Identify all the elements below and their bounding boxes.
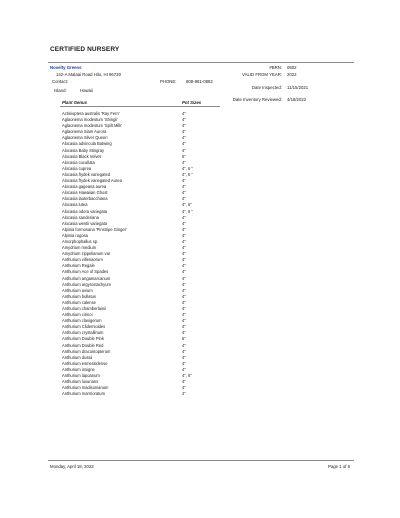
island-label: Island: xyxy=(54,88,67,93)
table-row-plant: Alocasia wentii variegata xyxy=(62,220,108,226)
footer-date: Monday, April 18, 2022 xyxy=(50,464,94,469)
table-row-plant: Anthurium cirinoi xyxy=(62,312,93,318)
table-row-plant: Anthurium Ace of Spades xyxy=(62,269,109,275)
table-row-plant: Anthurium crystallinum xyxy=(62,330,104,336)
table-row-plant: Alocasia cucullata xyxy=(62,159,95,165)
table-row-plant: Alocasia Black Velvet xyxy=(62,153,101,159)
table-row-plant: Aglaonema Silver Queen xyxy=(62,135,108,141)
table-row-pot-size: 6" xyxy=(182,153,186,159)
table-row-plant: Anthurium avium xyxy=(62,287,93,293)
table-row-plant: Alpinia formosana 'Pinstripe Ginger' xyxy=(62,226,127,232)
table-row-plant: Anthurium bullatus xyxy=(62,293,96,299)
table-row-pot-size: 4" xyxy=(182,135,186,141)
table-row-plant: Alocasia sanderiana xyxy=(62,214,99,220)
table-row-pot-size: 4" xyxy=(182,391,186,397)
nursery-name: Novelty Greens xyxy=(50,65,82,70)
table-row-plant: Anthurium chamberlainii xyxy=(62,306,106,311)
table-row-plant: Alocasia Hawaiian Ghost xyxy=(62,190,108,196)
table-row-pot-size: 4" xyxy=(182,184,186,190)
table-row-pot-size: 4" xyxy=(182,360,186,366)
table-row-pot-size: 4", 6 " xyxy=(182,208,193,214)
table-row-plant: Amorphophallus sp. xyxy=(62,238,99,244)
table-row-pot-size: 4" xyxy=(182,379,186,385)
footer-rule xyxy=(48,460,354,461)
table-row-pot-size: 4" xyxy=(182,306,186,311)
table-row-pot-size: 4" xyxy=(182,141,186,147)
table-row-plant: Alpinia rugosa xyxy=(62,232,88,238)
table-row-plant: Alocasia odora variegata xyxy=(62,208,108,214)
table-row-pot-size: 4" xyxy=(182,159,186,165)
table-row-plant: Alocasia frydek variegated xyxy=(62,171,111,177)
table-row-plant: Anthurium dussii xyxy=(62,354,93,360)
table-row-plant: Anthurium luxurians xyxy=(62,379,99,385)
table-row-plant: Anthurium insigne xyxy=(62,366,95,372)
table-row-pot-size: 4" xyxy=(182,220,186,226)
table-row-plant: Alocasia lauterbacchiana xyxy=(62,196,108,202)
table-row-plant: Alocasia Baby Stingray xyxy=(62,147,105,153)
table-row-pot-size: 4" xyxy=(182,214,186,220)
table-row-pot-size: 4" xyxy=(182,385,186,391)
table-row-pot-size: 4" xyxy=(182,226,186,232)
table-row-pot-size: 4" xyxy=(182,269,186,275)
table-row-pot-size: 4" xyxy=(182,251,186,257)
table-row-pot-size: 4" xyxy=(182,196,186,202)
table-row-plant: Alocasia lutea xyxy=(62,202,88,208)
column-header-pot-sizes: Pot Sizes xyxy=(182,100,202,105)
table-row-pot-size: 4" xyxy=(182,287,186,293)
table-row-plant: Anthurium calense xyxy=(62,299,96,305)
table-row-pot-size: 4" xyxy=(182,299,186,305)
table-row-plant: Alocasia frydek variegated Aurea xyxy=(62,178,122,184)
nursery-address: 142-A Malaai Road Hilo, HI 96720 xyxy=(56,72,121,77)
table-row-plant: Anthurium marmoratum xyxy=(62,391,105,397)
table-row-plant: Anthurium esmeraldense xyxy=(62,360,108,366)
table-row-plant: Aglaonema modestum 'Spilt Milk' xyxy=(62,123,123,129)
table-row-plant: Aglaonema Siam Aurora xyxy=(62,129,107,135)
date-inspected-label: Date Inspected: xyxy=(251,85,282,90)
column-header-plant-genus: Plant Genus xyxy=(62,100,88,105)
table-row-plant: Alocasia gageana aurea xyxy=(62,184,107,190)
phone-value: 808-981-0882 xyxy=(186,79,213,84)
phone-label: PHONE: xyxy=(160,79,177,84)
nbrn-value: 0502 xyxy=(287,65,297,70)
table-row-plant: Anthurium Double Red xyxy=(62,342,104,348)
table-row-pot-size: 4" xyxy=(182,232,186,238)
table-row-pot-size: 4" xyxy=(182,147,186,153)
table-row-pot-size: 4", 6" xyxy=(182,202,192,208)
table-row-pot-size: 4", 6 " xyxy=(182,165,193,171)
valid-from-label: VALID FROM YEAR: xyxy=(242,72,282,77)
table-row-plant: Actinioptera australis 'Ray Fern' xyxy=(62,111,120,116)
table-row-plant: Aglaonema modestum 'Shingii' xyxy=(62,117,118,123)
table-row-plant: Alocasia cuprea xyxy=(62,165,92,171)
table-row-pot-size: 4" xyxy=(182,281,186,287)
date-inventory-label: Date Inventory Reviewed: xyxy=(232,97,282,102)
table-row-pot-size: 4" xyxy=(182,324,186,330)
header-rule xyxy=(48,62,354,63)
table-row-pot-size: 4" xyxy=(182,348,186,354)
table-row-pot-size: 4" xyxy=(182,366,186,372)
contact-label: Contact: xyxy=(52,79,69,84)
table-row-pot-size: 4" xyxy=(182,312,186,318)
table-row-pot-size: 4" xyxy=(182,190,186,196)
table-row-pot-size: 4" xyxy=(182,117,186,123)
table-row-pot-size: 4" xyxy=(182,123,186,129)
table-row-pot-size: 4", 6" xyxy=(182,373,192,379)
table-header-rule xyxy=(60,106,220,107)
document-title: CERTIFIED NURSERY xyxy=(50,46,120,53)
table-row-pot-size: 4" xyxy=(182,354,186,360)
table-row-pot-size: 4" xyxy=(182,257,186,263)
valid-from-value: 2022 xyxy=(287,72,297,77)
table-row-plant: Amydrium zippelianum var xyxy=(62,251,111,257)
table-row-plant: Anthurium argyrostachyum xyxy=(62,281,111,287)
table-row-plant: Anthurium Clidemioides xyxy=(62,324,106,330)
table-row-pot-size: 6" xyxy=(182,336,186,342)
table-row-pot-size: 4" xyxy=(182,129,186,135)
table-row-pot-size: 4" xyxy=(182,245,186,251)
island-value: Hawaii xyxy=(80,88,93,93)
table-row-pot-size: 4" xyxy=(182,178,186,184)
date-inventory-value: 4/18/2022 xyxy=(287,97,307,102)
nbrn-label: #BRN: xyxy=(269,65,282,70)
table-row-plant: Amydrium medium xyxy=(62,245,97,251)
table-row-pot-size: 4" xyxy=(182,342,186,348)
table-row-plant: Anthurium angamarcanum xyxy=(62,275,111,281)
table-row-plant: Alocasia advincula Batwing xyxy=(62,141,112,147)
table-row-plant: Anthurium clavigerum xyxy=(62,318,102,324)
table-row-pot-size: 4" xyxy=(182,330,186,336)
table-row-pot-size: 4" xyxy=(182,263,186,269)
table-row-pot-size: 4", 6 " xyxy=(182,171,193,177)
table-row-plant: Anthurium dracontopterum xyxy=(62,348,111,354)
date-inspected-value: 11/15/2021 xyxy=(287,85,309,90)
table-row-pot-size: 4" xyxy=(182,318,186,324)
footer-page-number: Page 1 of 6 xyxy=(328,464,350,469)
table-row-pot-size: 4" xyxy=(182,111,186,116)
table-row-plant: Anthurium villenaorum xyxy=(62,257,103,263)
plant-genus-list xyxy=(62,111,152,397)
table-row-pot-size: 4" xyxy=(182,275,186,281)
table-row-plant: Anthurium lapoanum xyxy=(62,373,100,379)
table-row-pot-size: 4" xyxy=(182,238,186,244)
table-row-pot-size: 4" xyxy=(182,293,186,299)
table-row-plant: Anthurium Regale xyxy=(62,263,95,269)
pot-size-list xyxy=(182,111,222,397)
table-row-plant: Anthurium Double Pink xyxy=(62,336,104,342)
table-row-plant: Anthurium madisonianum xyxy=(62,385,109,391)
